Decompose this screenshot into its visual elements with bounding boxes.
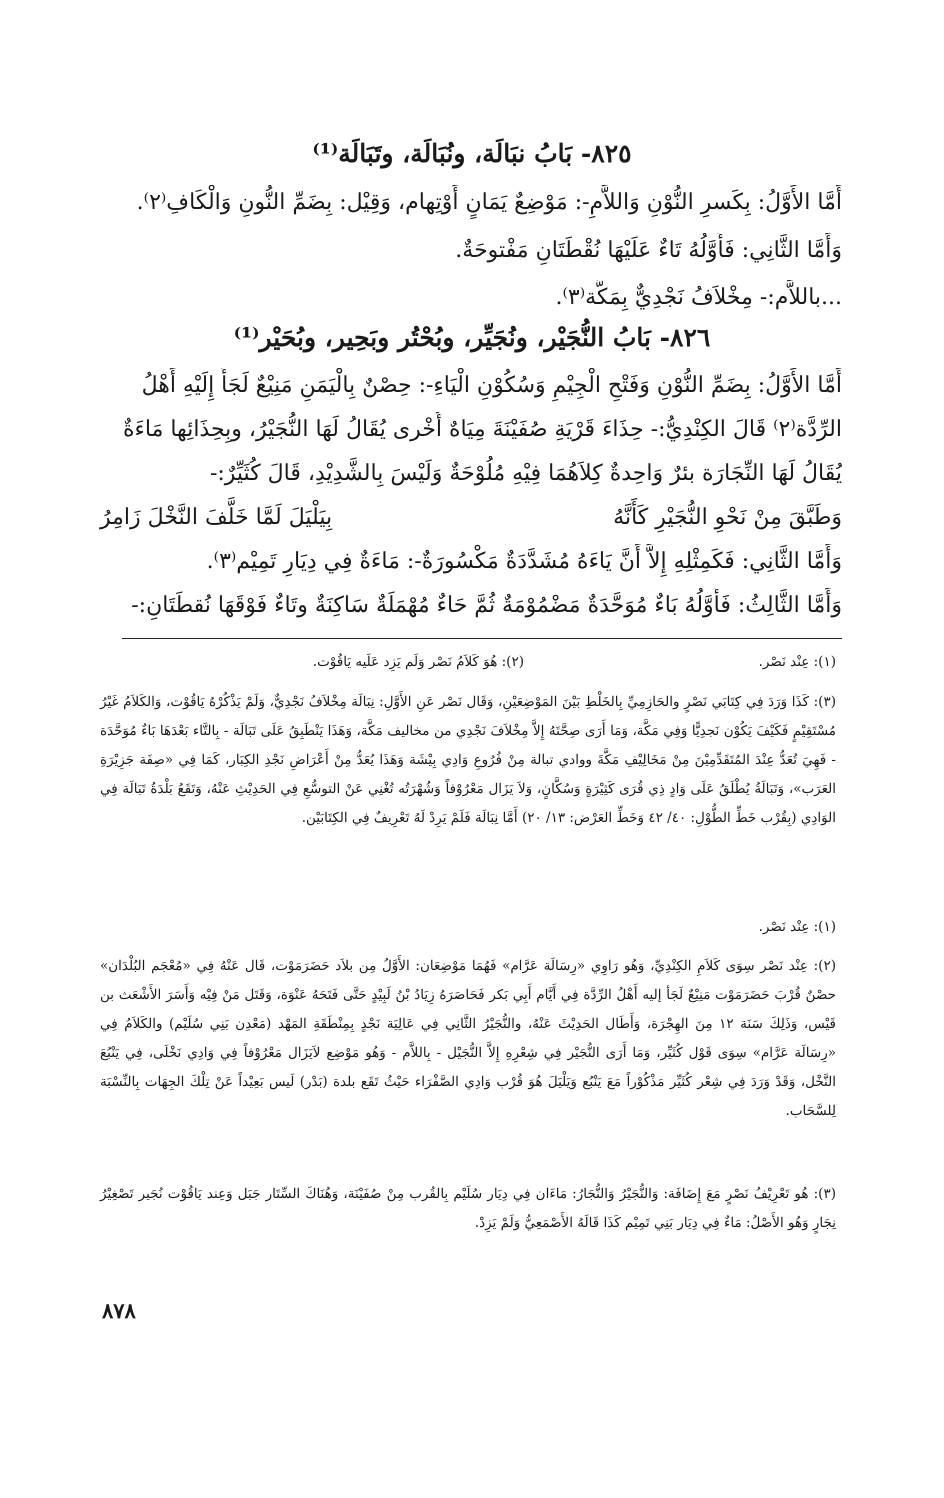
section-825-line-2: وَأَمَّا الثَّانِي: فَأَوَّلُهُ تَاءٌ عَلَيْهَا نُقْطَتَانِ مَفْتوحَةٌ. — [455, 238, 842, 263]
footnote-separator — [122, 638, 842, 639]
section-825-line-3: ...باللاَّم:- مِخْلاَفُ نَجْدِيٌّ بِمَكَّة⁽٣⁾. — [555, 285, 842, 310]
section-825-title: ٨٢٥- بَابُ نبَالَة، ونُبَالَة، وتَبَالَة⁽¹⁾ — [312, 139, 632, 168]
section-825-line-1: أَمَّا الأَوَّلُ: بِكَسرِ النُّوْنِ وَاللاَّمِ-: مَوْضِعٌ يَمَانٍ أَوْتِهام، وَقِيْل: بِضَمِّ النُّونِ وَالْكَافِ⁽٢⁾. — [136, 190, 842, 215]
footnote-b-1: (١): عِنْد نَصْر. — [758, 919, 836, 935]
footnote-a-3: (٣): كَذَا وَرَدَ فِي كِتَابَي نَصْرٍ والحَازِمِيِّ بِالخَلْطِ بَيْنَ المَوْضِعَيْنِ، وَقَال نَصْر عَنِ الأَوَّلِ: نِبَالَة مِخْلاَفُ نَجْدِيٌّ، وَلَمْ يَذْكُرْهُ يَاقُوْت، وَالكَلاَمُ غَيْرُ مُسْتَقِيْمٍ فَكَيْفَ يَكُوْن نَجدِيًّا وَفِي مَكَّة، وَمَا أَرَى صِحَّتَهُ إِلاَّ مِخْلاَفَ نَجْدِي من مخاليف مَكَّة، وَهَذَا يَنْطَبِقُ عَلَى تَبَالَة - بِالتَّاء بَعْدَهَا بَاءٌ مُوَحَّدَة - فَهِيَ تُعَدُّ عِنْدَ المُتَقَدِّمِيْنَ مِنْ مَخَالِيْفِ مَكَّةَ ووادي تبالة مِنْ فُرُوعِ وَادِي بِيْشَة وَهَذَا يُعَدُّ مِنْ أَعْرَاضِ نَجْدِ الكِبَار، كَمَا فِي «صِفَة جَزِيْرَةِ العَرَب»، وَتَبَالَةُ يُطْلَقُ عَلَى وَادٍ ذِي قُرَى كَثِيْرَةٍ وَسُكَّانٍ، وَلاَ يَزَال مَعْرُوْفاً وَشُهْرَتُه تُغْنِي عَنْ التوسُّعِ فِي الحَدِيْثِ عَنْهُ، وَتَقَعُ بَلْدَةُ تَبَالَة فِي الوَادِي (بِقُرْب خَطِّ الطُّوْلِ: ٤٠/ ٤٢ وَخَطِّ العَرْض: ١٣/ ٢٠) أَمَّا نِبَالَة فَلَمْ يَرِدْ لَهُ تَعْرِيفٌ فِي الكِتَابَيْن. — [100, 694, 836, 826]
footnote-b-3: (٣): هُو تَعْرِيْفُ نَصْرٍ مَعَ إِضَافَة: وَالنُّجَيْرُ وَالنُّجَارُ: مَاءَان فِي دِيَار سُلَيْم بِالقُرب مِنْ صُفَيْنَة، وَهُنَاكَ السِّتَار جَبَل وَعِند يَاقُوْت نُجَير تَصْغِيْرُ نِجَارٍ وَهُو الأَصْلُ: مَاءٌ فِي دِيَار بَنِي تَمِيْم كَذَا قَالَهُ الأَصْمَعِيُّ وَلَمْ يَزِدْ. — [100, 1186, 836, 1231]
section-826-line-3: يُقَالُ لَهَا النِّجَارَة بئرٌ وَاحِدةٌ كِلاَهُمَا فِيْهِ مُلُوْحَةٌ وَلَيْسَ بِالشَّدِيْدِ، قَالَ كُثَيِّرٌ:- — [209, 461, 842, 486]
footnote-a-1: (١): عِنْد نَصْر. — [758, 654, 836, 670]
section-826-line-2: الرِّدَّة⁽٢⁾ قَالَ الكِنْدِيُّ:- حِذَاءَ قَرْيَةِ صُفَيْنَةَ مِيَاهٌ أُخْرى يُقَالُ لَهَا النُّجَيْرُ، وبِحِذَائِها مَاءَةٌ — [123, 417, 842, 442]
footnote-a-2: (٢): هُوَ كَلاَمُ نَصْر وَلَم يَزِد عَلَيه يَاقُوْت. — [312, 654, 524, 670]
verse-second-hemistich: بِيَلْيَلَ لَمَّا خَلَّفَ النَّخْلَ زَامِرُ — [100, 505, 333, 530]
section-826-line-5: وَأَمَّا الثَّالِثُ: فَأَوَّلُهُ بَاءٌ مُوَحَّدَةٌ مَضْمُوْمَةٌ ثُمَّ حَاءٌ مُهْمَلَةٌ سَاكِنَةٌ وتَاءٌ فَوْقَهَا نُقطَتَانِ:- — [131, 593, 842, 618]
section-826-title: ٨٢٦- بَابُ النُّجَيْر، ونُجَيِّر، وبُحْتُر وبَحِير، وبُحَيْر⁽¹⁾ — [233, 323, 711, 352]
page-number: ٨٧٨ — [102, 1298, 136, 1323]
poetry-verse — [100, 500, 842, 536]
verse-first-hemistich: وَطَبَّقَ مِنْ نَحْوِ النُّجَيْرِ كَأَنَّهُ — [613, 505, 842, 530]
footnote-b-2: (٢): عِنْد نَصْر سِوَى كَلاَمِ الكِنْدِيِّ، وَهُو رَاوِي «رِسَالَة عَرَّام» فَهُمَا مَوْضِعَان: الأَوَّلُ مِن بلاَد حَضَرَمَوْت، قَال عَنْهُ فِي «مُعْجَم البُلْدَان» حصْنٌ قُرْبَ حَضَرَمَوْت مَنِيْعٌ لَجَأ إليه أَهْلُ الرِّدَّة فِي أَيَّام أَبِي بَكر فَحَاصَرَهُ زِيَادُ بْنُ لَبِيْدٍ حَتَّى فَتَحَهُ عَنْوَة، وَقَتَل مَنْ فِيْه وَأَسَرَ الأَشْعَث بن قَيْس، وَذَلِكَ سَنَة ١٢ مِنَ الهِجْرَة، وَأَطَال الحَدِيْثَ عَنْهُ، والنُّجَيْرُ الثَّانِي فِي عَالِيَة نَجْدٍ بِمِنْطَقَةِ المَهْد (مَعْدِن بَنِي سُلَيْم) والكَلاَمُ فِي «رِسَالَة عَرَّام» سِوَى قَوْل كُثَيِّر، وَمَا أَرَى النُّجَيْر فِي شِعْرِهِ إِلاَّ النُّجَيْل - بِاللاَّم - وَهُو مَوْضِع لاَيَزَال مَعْرُوْفاً فِي وَادِي نَخْلَى، فِي يَنْبُعَ النَّخْل، وَقَدْ وَرَدَ فِي شِعْر كُثَيِّر مَذْكُوْراً مَعَ يَنْبُع وَيَلْيَلَ هُوَ قُرْب وَادِي الصَّفْرَاء حَيْثُ تَقَع بلدة (بَدْر) لَيس بَعِيْداً عَنْ تِلْكَ الجِهَات بِالنِّسْبَة لِلسَّحَاب. — [100, 958, 836, 1119]
section-826-line-4: وَأَمَّا الثَّانِي: فَكَمِثْلِهِ إِلاَّ أَنَّ يَاءَهُ مُشَدَّدَةٌ مَكْسُورَةٌ-: مَاءَةٌ فِي دِيَارِ تَمِيْم⁽٣⁾. — [206, 549, 842, 574]
section-826-line-1: أَمَّا الأَوَّلُ: بِضَمِّ النُّوْنِ وَفَتْحِ الْجِيْمِ وَسُكُوْنِ الْيَاءِ-: حِصْنٌ بِالْيَمَنِ مَنِيْعٌ لَجَأَ إِلَيْهِ أَهْلُ — [141, 373, 842, 398]
